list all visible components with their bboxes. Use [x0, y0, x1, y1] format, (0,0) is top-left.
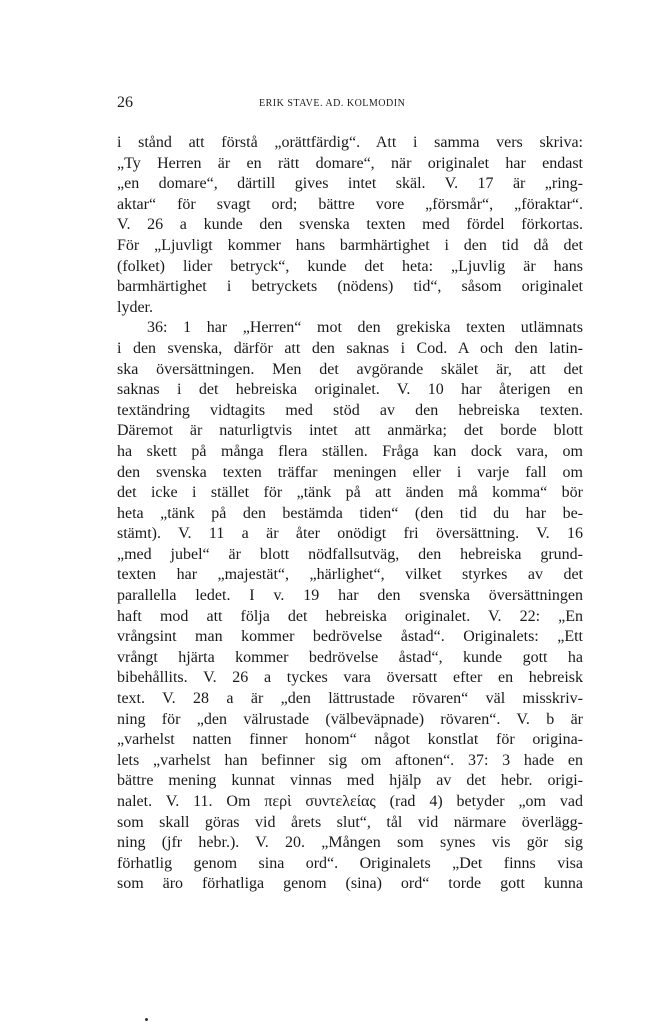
text-line: lyder. — [117, 298, 153, 316]
text-line: det icke i stället för „tänk på att änden må komma“ bör — [117, 484, 583, 502]
text-line: V. 26 a kunde den svenska texten med fördel förkortas. — [117, 216, 583, 234]
text-line: ning (jfr hebr.). V. 20. „Mången som synes vis gör sig — [117, 834, 583, 852]
text-line: „med jubel“ är blott nödfallsutväg, den hebreiska grund- — [117, 545, 583, 563]
page-number: 26 — [117, 94, 133, 111]
text-line: som äro förhatliga genom (sina) ord“ torde gott kunna — [117, 875, 583, 893]
text-line: (folket) lider betryck“, kunde det heta: „Ljuvlig är hans — [117, 257, 583, 275]
text-line: ska översättningen. Men det avgörande skälet är, att det — [117, 360, 583, 378]
text-line: aktar“ för svagt ord; bättre vore „försmår“, „föraktar“. — [117, 195, 583, 213]
text-line: stämt). V. 11 a är åter onödigt fri översättning. V. 16 — [117, 525, 583, 543]
text-line: lets „varhelst han befinner sig om aftonen“. 37: 3 hade en — [117, 751, 583, 769]
text-line: i den svenska, därför att den saknas i Cod. A och den latin- — [117, 339, 583, 357]
text-line: saknas i det hebreiska originalet. V. 10 har återigen en — [117, 381, 583, 399]
text-line: heta „tänk på den bestämda tiden“ (den tid du har be- — [117, 504, 583, 522]
text-line: text. V. 28 a är „den lättrustade rövaren“ väl misskriv- — [117, 690, 583, 708]
text-line: vrångsint man kommer bedrövelse åstad“. Originalets: „Ett — [117, 628, 583, 646]
text-line: 36: 1 har „Herren“ mot den grekiska texten utlämnats — [147, 319, 583, 337]
text-line: vrångt hjärta kommer bedrövelse åstad“, kunde gott ha — [117, 648, 583, 666]
text-line: den svenska texten träffar meningen eller i varje fall om — [117, 463, 583, 481]
text-line: ha skett på många flera ställen. Fråga kan dock vara, om — [117, 442, 583, 460]
text-line: i stånd att förstå „orättfärdig“. Att i samma vers skriva: — [117, 134, 583, 151]
text-line: texten har „majestät“, „härlighet“, vilket styrkes av det — [117, 566, 583, 584]
text-line: „en domare“, därtill gives intet skäl. V. 17 är „ring- — [117, 175, 583, 193]
text-line: förhatlig genom sina ord“. Originalets „Det finns visa — [117, 854, 583, 872]
text-line: ning för „den välrustade (välbeväpnade) rövaren“. V. b är — [117, 710, 583, 728]
text-line: bättre mening kunnat vinnas med hjälp av det hebr. origi- — [117, 772, 583, 790]
text-line: „Ty Herren är en rätt domare“, när originalet har endast — [117, 154, 583, 172]
text-line: haft mod att följa det hebreiska originalet. V. 22: „En — [117, 607, 583, 625]
text-line: Däremot är naturligtvis intet att anmärka; det borde blott — [117, 422, 583, 440]
body-text — [117, 133, 583, 895]
text-line: För „Ljuvligt kommer hans barmhärtighet i den tid då det — [117, 236, 583, 254]
text-line: textändring vidtagits med stöd av den hebreiska texten. — [117, 401, 583, 419]
text-line: bibehållits. V. 26 a tyckes vara översatt efter en hebreisk — [117, 669, 583, 687]
page-header — [117, 94, 583, 114]
text-line: parallella ledet. I v. 19 har den svenska översättningen — [117, 587, 583, 605]
text-line: barmhärtighet i betryckets (nödens) tid“, såsom originalet — [117, 278, 583, 296]
text-line: „varhelst natten finner honom“ något konstlat för origina- — [117, 731, 583, 749]
text-line: nalet. V. 11. Om περὶ συντελείας (rad 4) betyder „om vad — [117, 793, 583, 810]
text-line: som skall göras vid årets slut“, tål vid närmare överlägg- — [117, 813, 583, 831]
running-head: ERIK STAVE. AD. KOLMODIN — [259, 98, 406, 109]
ink-speck — [145, 1018, 148, 1021]
